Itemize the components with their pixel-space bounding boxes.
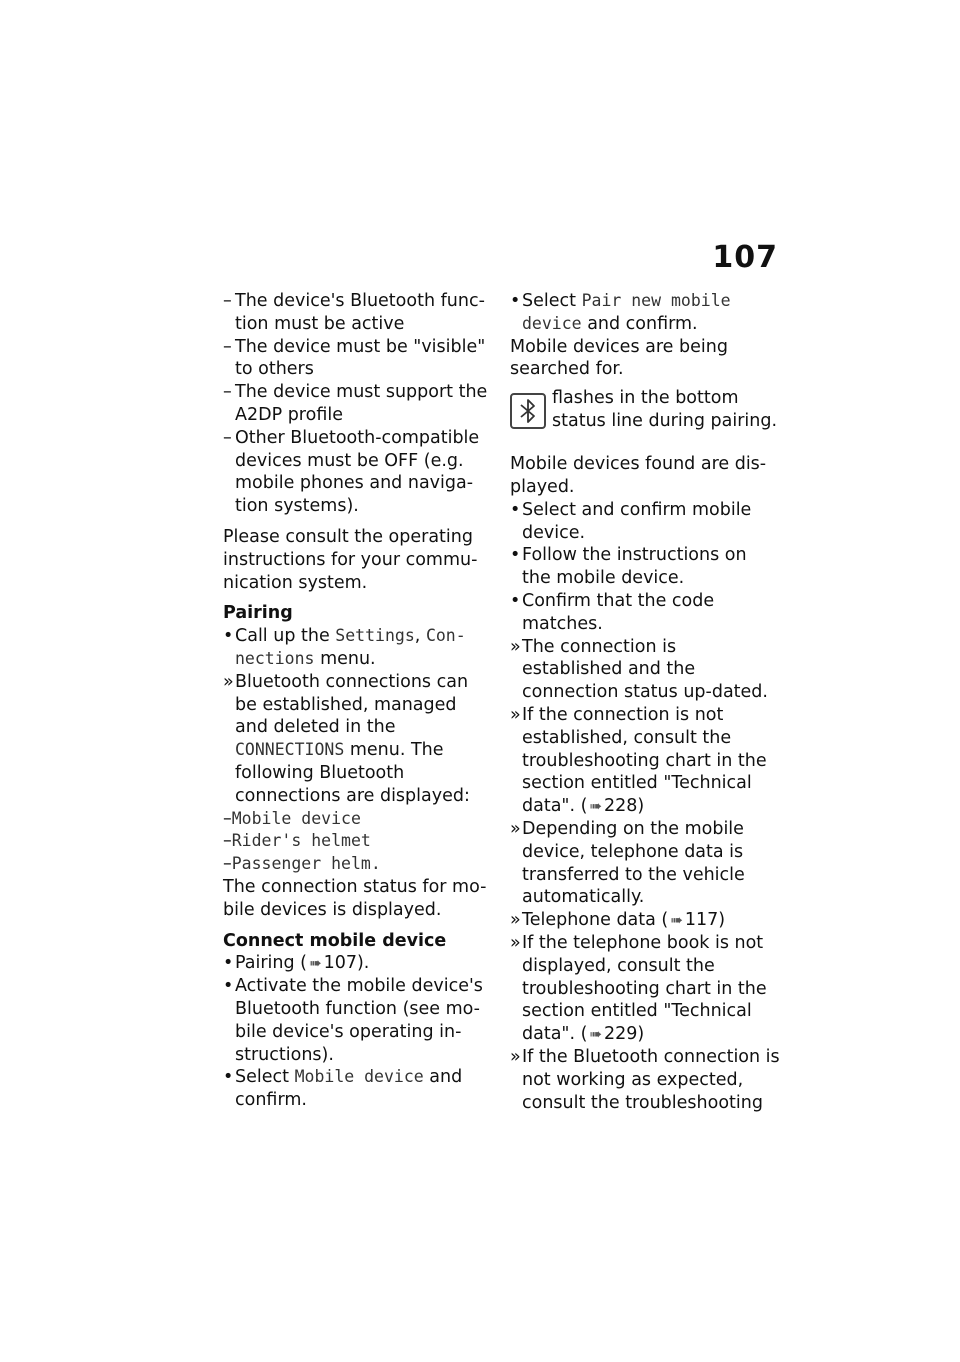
searching-text: Mobile devices are being searched for. <box>510 336 728 380</box>
arrow-right-icon: ➠ <box>589 1025 602 1044</box>
arrow-right-icon: ➠ <box>309 954 322 973</box>
status-text: The connection status for mo-bile devices is displayed. <box>223 876 487 920</box>
select-step: • Select Pair new mobile device and confirm. <box>510 291 731 334</box>
result-item: » If the connection is not established, consult the troubleshooting chart in the section entitled "Technical data". ( ➠ 228) <box>510 704 767 817</box>
connection-list-item: –Rider's helmet <box>223 831 371 852</box>
right-column <box>510 290 780 1114</box>
result-item: » Telephone data ( ➠ 117) <box>510 910 726 931</box>
requirement-item: – The device's Bluetooth func-tion must be active <box>223 291 485 334</box>
connect-step: • Pairing ( ➠ 107). <box>223 953 370 974</box>
requirement-item: – Other Bluetooth-compatible devices must be OFF (e.g. mobile phones and naviga-tion systems). <box>223 427 480 517</box>
result-item: » If the telephone book is not displayed, consult the troubleshooting chart in the section entitled "Technical data". ( ➠ 229) <box>510 932 767 1045</box>
pairing-heading: Pairing <box>223 603 293 624</box>
connect-step: • Select Mobile device and confirm. <box>223 1067 463 1111</box>
right-step: • Select and confirm mobile device. <box>510 499 752 543</box>
result-item: » The connection is established and the connection status up-dated. <box>510 636 768 703</box>
requirement-item: – The device must support the A2DP profile <box>223 382 488 425</box>
connect-heading: Connect mobile device <box>223 930 447 951</box>
pairing-result: » Bluetooth connections can be established, managed and deleted in the CONNECTIONS menu. The following Bluetooth connections are displayed: <box>223 671 470 806</box>
result-item: » Depending on the mobile device, telephone data is transferred to the vehicle automatically. <box>510 818 745 908</box>
left-column <box>223 290 493 1112</box>
requirement-item: – The device must be "visible" to others <box>223 336 486 380</box>
connection-list-item: –Passenger helm. <box>223 854 381 875</box>
bluetooth-note: flashes in the bottom status line during pairing. <box>510 387 780 447</box>
right-step: • Follow the instructions on the mobile device. <box>510 545 747 589</box>
consult-text: Please consult the operating instructions for your commu-nication system. <box>223 526 478 593</box>
arrow-right-icon: ➠ <box>670 911 683 930</box>
arrow-right-icon: ➠ <box>589 797 602 816</box>
pairing-step: • Call up the Settings, Con-nections menu. <box>223 626 466 669</box>
page-number: 107 <box>712 240 778 275</box>
right-step: • Confirm that the code matches. <box>510 590 715 634</box>
connect-step: • Activate the mobile device's Bluetooth function (see mo-bile device's operating in-structions). <box>223 976 483 1065</box>
result-item: » If the Bluetooth connection is not working as expected, consult the troubleshooting <box>510 1046 780 1113</box>
connection-list-item: –Mobile device <box>223 808 361 829</box>
found-text: Mobile devices found are dis-played. <box>510 454 767 497</box>
bluetooth-icon <box>510 393 546 429</box>
